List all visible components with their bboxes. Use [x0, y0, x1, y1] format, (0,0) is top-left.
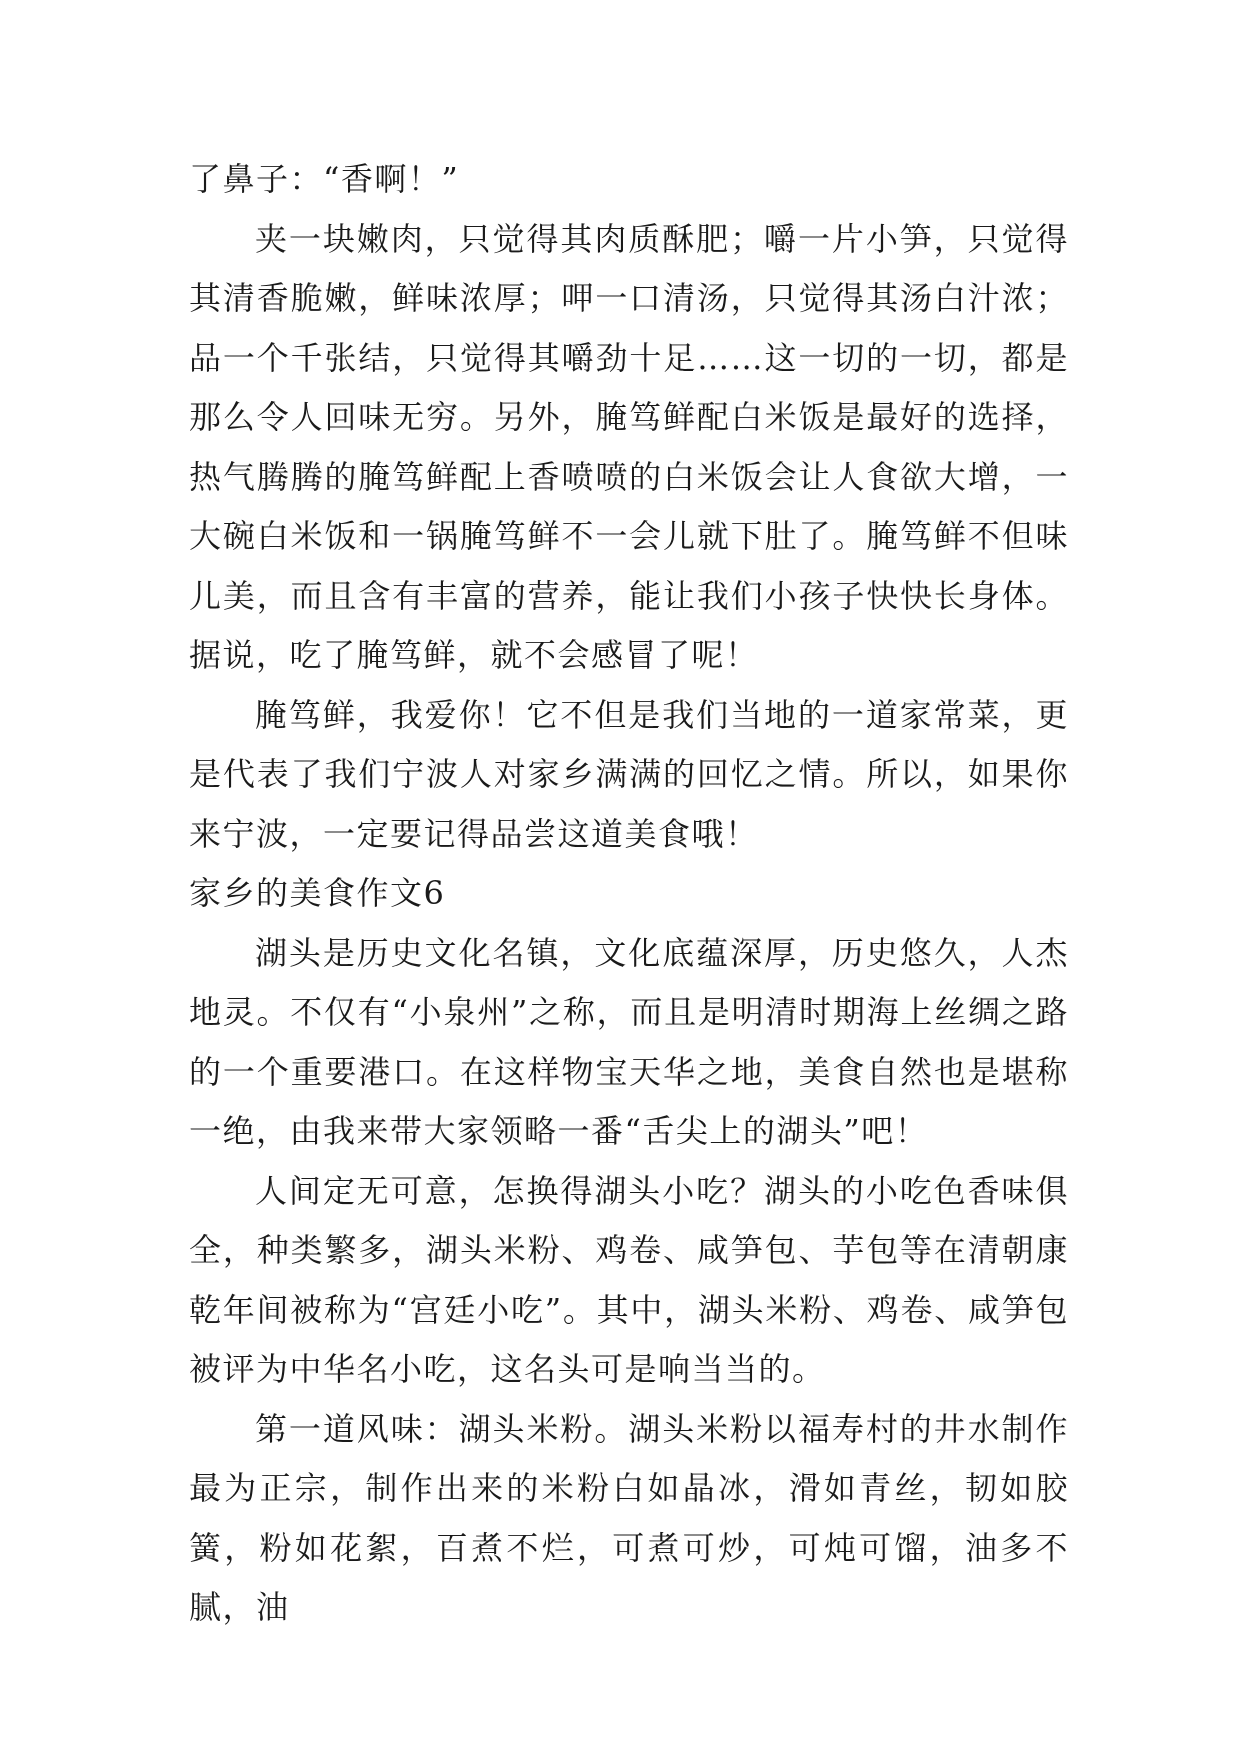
- paragraph-conclusion: 腌笃鲜，我爱你！它不但是我们当地的一道家常菜，更是代表了我们宁波人对家乡满满的回忆之情。所以，如果你来宁波，一定要记得品尝这道美食哦！: [189, 695, 1069, 853]
- paragraph-tasting: 夹一块嫩肉，只觉得其肉质酥肥；嚼一片小笋，只觉得其清香脆嫩，鲜味浓厚；呷一口清汤，只觉得其汤白汁浓；品一个千张结，只觉得其嚼劲十足……这一切的一切，都是那么令人回味无穷。另外，腌笃鲜配白米饭是最好的选择，热气腾腾的腌笃鲜配上香喷喷的白米饭会让人食欲大增，一大碗白米饭和一锅腌笃鲜不一会儿就下肚了。腌笃鲜不但味儿美，而且含有丰富的营养，能让我们小孩子快快长身体。据说，吃了腌笃鲜，就不会感冒了呢！: [189, 219, 1069, 674]
- paragraph-hutou-snacks: 人间定无可意，怎换得湖头小吃？湖头的小吃色香味俱全，种类繁多，湖头米粉、鸡卷、咸笋包、芋包等在清朝康乾年间被称为“宫廷小吃”。其中，湖头米粉、鸡卷、咸笋包被评为中华名小吃，这名头可是响当当的。: [189, 1171, 1069, 1388]
- paragraph-hutou-intro: 湖头是历史文化名镇，文化底蕴深厚，历史悠久，人杰地灵。不仅有“小泉州”之称，而且是明清时期海上丝绸之路的一个重要港口。在这样物宝天华之地，美食自然也是堪称一绝，由我来带大家领略一番“舌尖上的湖头”吧！: [189, 933, 1069, 1150]
- paragraph-continuation: 了鼻子：“香啊！”: [189, 160, 460, 198]
- section-heading: 家乡的美食作文6: [189, 874, 446, 912]
- paragraph-hutou-rice-noodles: 第一道风味：湖头米粉。湖头米粉以福寿村的井水制作最为正宗，制作出来的米粉白如晶冰，滑如青丝，韧如胶簧，粉如花絮，百煮不烂，可煮可炒，可炖可馏，油多不腻，油: [189, 1409, 1069, 1626]
- document-body: [189, 150, 1069, 1638]
